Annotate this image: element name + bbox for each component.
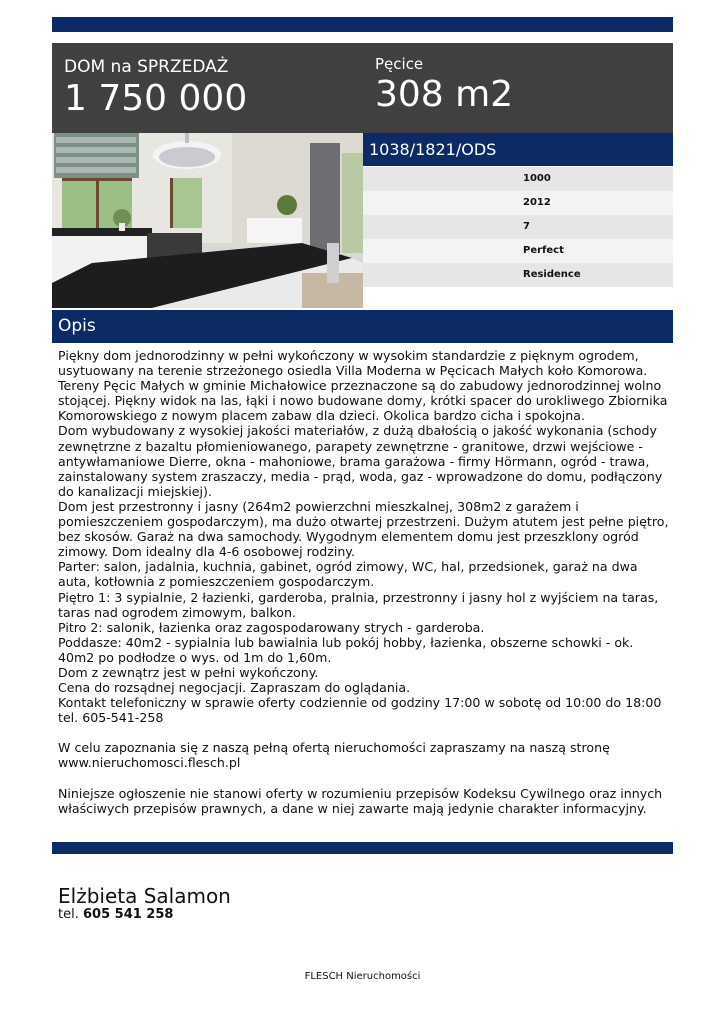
section-title: Opis (52, 310, 673, 343)
kitchen-photo-illustration (52, 133, 363, 308)
description-paragraph: Parter: salon, jadalnia, kuchnia, gabinet, ogród zimowy, WC, hal, przedsionek, garaż na dwa auta, kotłownia z pomieszczeniem gospodarczym. (58, 559, 638, 590)
listing-type: DOM na SPRZEDAŻ (64, 57, 229, 77)
listing-area: 308 m2 (375, 74, 514, 115)
description-paragraph: Dom z zewnątrz jest w pełni wykończony. (58, 664, 319, 680)
description-paragraph: Piękny dom jednorodzinny w pełni wykończony w wysokim standardzie z pięknym ogrodem, usytuowany na terenie strzeżonego osiedla Villa Moderna w Pęcicach Małych koło Komorowa. (58, 348, 648, 379)
description-paragraph: Pitro 2: salonik, łazienka oraz zagospodarowany strych - garderoba. (58, 619, 485, 635)
listing-city: Pęcice (375, 55, 424, 73)
detail-row: 7 (363, 215, 673, 239)
detail-row: Residence (363, 263, 673, 287)
listing-price: 1 750 000 (64, 78, 248, 119)
description-paragraph: Dom wybudowany z wysokiej jakości materiałów, z dużą dbałością o jakość wykonania (schody zewnętrzne z bazaltu płomieniowanego, parapety zewnętrzne - granitowe, drzwi wejściowe - antywłamaniowe Dierre, okna - mahoniowe, brama garażowa - firmy Hörmann, ogród - trawa, zainstalowany system zraszaczy, media - prąd, woda, gaz - wprowadzone do domu, podłączony do kanalizacji miejskiej). (58, 423, 663, 499)
agent-phone[interactable]: 605 541 258 (82, 907, 174, 922)
description-paragraph: Tereny Pęcic Małych w gminie Michałowice przeznaczone są do zabudowy jednorodzinnej wolno stojącej. Piękny widok na las, łąki i nowo budowane domy, krótki spacer do urokliwego Zbiornika Komorowskiego z nowym placem zabaw dla dzieci. Okolica bardzo cicha i spokojna. (58, 378, 668, 424)
disclaimer: Niniejsze ogłoszenie nie stanowi oferty w rozumieniu przepisów Kodeksu Cywilnego oraz innych właściwych przepisów prawnych, a dane w niej zawarte mają jedynie charakter informacyjny. (58, 785, 663, 816)
description-paragraph: Dom jest przestronny i jasny (264m2 powierzchni mieszkalnej, 308m2 z garażem i pomieszczeniem gospodarczym), ma dużo otwartej przestrzeni. Dużym atutem jest pełne piętro, bez skosów. Garaż na dwa samochody. Wygodnym elementem domu jest przeszklony ogród zimowy. Dom idealny dla 4-6 osobowej rodziny. (58, 498, 669, 560)
description-paragraph: Poddasze: 40m2 - sypialnia lub bawialnia lub pokój hobby, łazienka, obszerne schowki - ok. 40m2 po podłodze o wys. od 1m do 1,60m. (58, 634, 634, 665)
reference-number: 1038/1821/ODS (363, 133, 673, 166)
bottom-accent-bar (52, 842, 673, 854)
website-note: W celu zapoznania się z naszą pełną ofertą nieruchomości zapraszamy na naszą stronę www.nieruchomosci.flesch.pl (58, 740, 610, 771)
description-paragraph: Piętro 1: 3 sypialnie, 2 łazienki, garderoba, pralnia, przestronny i jasny hol z wyjściem na taras, taras nad ogrodem zimowym, balkon. (58, 589, 659, 620)
detail-row: Perfect (363, 239, 673, 263)
footer-company: FLESCH Nieruchomości (304, 971, 421, 982)
details-table (363, 167, 673, 287)
detail-row: 2012 (363, 191, 673, 215)
agent-name: Elżbieta Salamon (58, 884, 231, 908)
property-photo (52, 133, 363, 308)
description-paragraph: Cena do rozsądnej negocjacji. Zapraszam do oglądania. (58, 680, 411, 696)
agent-phone-line (58, 907, 173, 922)
top-accent-bar (52, 17, 673, 32)
description (58, 348, 670, 816)
description-paragraph: Kontakt telefoniczny w sprawie oferty codziennie od godziny 17:00 w sobotę od 10:00 do 18:00 tel. 605-541-258 (58, 695, 662, 726)
listing-header (52, 43, 673, 133)
phone-label: tel. (58, 907, 79, 922)
detail-row: 1000 (363, 167, 673, 191)
